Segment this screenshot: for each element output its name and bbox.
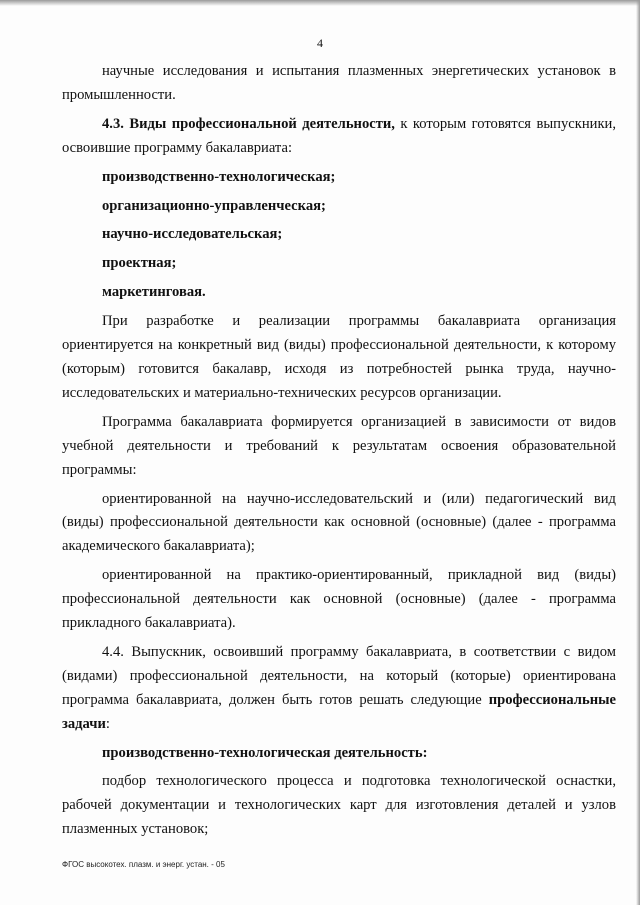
scan-edge-right bbox=[636, 0, 640, 905]
section-4-4-colon: : bbox=[105, 715, 110, 732]
activity-type-research: научно-исследовательская; bbox=[102, 226, 283, 243]
paragraph-process-selection: подбор технологического процесса и подготовка технологической оснастки, рабочей документации и технологических карт для изготовления деталей и узлов плазменных установок; bbox=[62, 773, 616, 838]
subheading-production-activity: производственно-технологическая деятельность: bbox=[102, 744, 428, 761]
activity-type-production: производственно-технологическая; bbox=[102, 168, 336, 185]
paragraph-program-orientation: При разработке и реализации программы бакалавриата организация ориентируется на конкретный вид (виды) профессиональной деятельности, к которому (которым) готовится бакалавр, исходя из потребностей рынка труда, научно-исследовательских и материально-технических ресурсов организации. bbox=[62, 313, 616, 401]
paragraph-research-tests: научные исследования и испытания плазменных энергетических установок в промышленности. bbox=[62, 63, 616, 103]
paragraph-applied-bachelor: ориентированной на практико-ориентированный, прикладной вид (виды) профессиональной деятельности как основной (основные) (далее - программа прикладного бакалавриата). bbox=[62, 567, 616, 632]
section-4-3-text: к которым готовятся выпускники, освоившие программу бакалавриата: bbox=[62, 115, 616, 156]
section-4-3-heading: 4.3. Виды профессиональной деятельности, bbox=[102, 115, 395, 132]
page-number: 4 bbox=[317, 36, 323, 50]
activity-type-design: проектная; bbox=[102, 255, 177, 272]
professional-tasks-label: профессиональные задачи bbox=[62, 691, 616, 732]
paragraph-4-3 bbox=[62, 113, 616, 161]
scan-edge-top bbox=[0, 0, 640, 6]
footer-note: ФГОС высокотех. плазм. и энерг. устан. - 05 bbox=[62, 860, 225, 869]
activity-type-marketing: маркетинговая. bbox=[102, 284, 206, 301]
section-4-4-text: 4.4. Выпускник, освоивший программу бакалавриата, в соответствии с видом (видами) профессиональной деятельности, на который (которые) ориентирована программа бакалавриата, должен быть готов решать следующие bbox=[62, 643, 616, 708]
paragraph-academic-bachelor: ориентированной на научно-исследовательский и (или) педагогический вид (виды) профессиональной деятельности как основной (основные) (далее - программа академического бакалавриата); bbox=[62, 490, 616, 555]
activity-type-management: организационно-управленческая; bbox=[102, 197, 326, 214]
paragraph-4-4 bbox=[62, 641, 616, 737]
paragraph-program-formation: Программа бакалавриата формируется организацией в зависимости от видов учебной деятельности и требований к результатам освоения образовательной программы: bbox=[62, 413, 616, 478]
body-text bbox=[62, 60, 616, 842]
